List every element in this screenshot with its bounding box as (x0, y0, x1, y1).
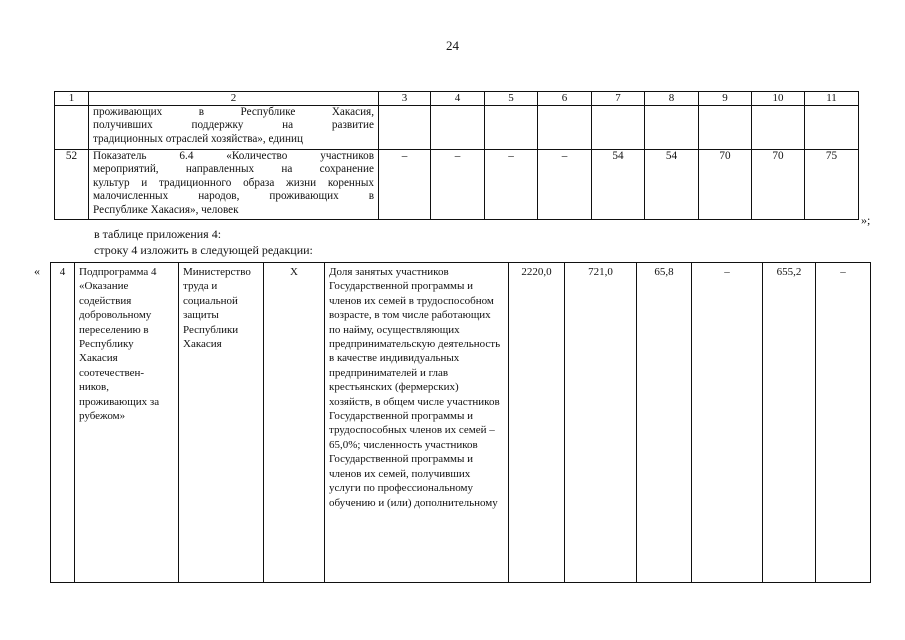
text-line: мероприятий, направленных на сохранение (93, 163, 374, 176)
indicator-description (89, 106, 379, 150)
col-header: 9 (699, 92, 752, 106)
value-cell: 54 (592, 150, 645, 220)
value-cell: 655,2 (763, 263, 816, 583)
row-number: 52 (55, 150, 89, 220)
indicator-text: Доля занятых участников Государственной программы и членов их семей в трудоспособном возрасте, в том числе работающих по найму, осуществляющих предпринимательскую деятельность в качестве индивидуальных предпринимателей и глав крестьянских (фермерских) хозяйств, в общем числе участников Государственной программы и трудоспособных членов их семей – 65,0%; численность участников Государственной программы и членов их семей, получивших услуги по профессиональному обучению и (или) дополнительному (325, 263, 509, 583)
col-header: 6 (538, 92, 592, 106)
text-line: Показатель 6.4 «Количество участников (93, 150, 374, 162)
value-cell: 65,8 (637, 263, 692, 583)
col-header: 4 (431, 92, 485, 106)
value-cell: – (431, 150, 485, 220)
ministry-name: Министерство труда и социальной защиты Республики Хакасия (179, 263, 264, 583)
instruction-line: в таблице приложения 4: (94, 227, 222, 241)
header-row (55, 92, 859, 106)
value-cell: 75 (805, 150, 859, 220)
value-cell: – (538, 150, 592, 220)
row-number-cell (55, 106, 89, 150)
x-mark: Х (264, 263, 325, 583)
value-cell: – (692, 263, 763, 583)
col-header: 5 (485, 92, 538, 106)
opening-quote: « (34, 264, 40, 278)
value-cell: – (816, 263, 871, 583)
indicator-description (89, 150, 379, 220)
program-name: Подпрограмма 4 «Оказание содействия добровольному переселению в Республику Хакасия соотечествен-ников, проживающих за рубежом» (75, 263, 179, 583)
text-line: культур и традиционного образа жизни коренных (93, 176, 374, 189)
text-line: Республике Хакасия», человек (93, 203, 239, 216)
value-cell: – (485, 150, 538, 220)
col-header: 2 (89, 92, 379, 106)
value-cell: – (379, 150, 431, 220)
col-header: 3 (379, 92, 431, 106)
subprogram-row (51, 263, 871, 583)
text-line: малочисленных народов, проживающих в (93, 190, 374, 203)
page-number: 24 (446, 38, 459, 53)
subprogram-table (50, 262, 871, 583)
col-header: 7 (592, 92, 645, 106)
text-line: проживающих в Республике Хакасия, (93, 106, 374, 118)
value-cell: 2220,0 (509, 263, 565, 583)
indicators-table (54, 91, 859, 220)
closing-quote: »; (861, 213, 871, 227)
instruction-line: строку 4 изложить в следующей редакции: (94, 243, 313, 257)
col-header: 10 (752, 92, 805, 106)
text-line: традиционных отраслей хозяйства», единиц (93, 132, 303, 145)
text-line: получивших поддержку на развитие (93, 119, 374, 132)
col-header: 8 (645, 92, 699, 106)
col-header: 11 (805, 92, 859, 106)
value-cell: 721,0 (565, 263, 637, 583)
table-row-52 (55, 150, 859, 220)
value-cell: 70 (752, 150, 805, 220)
row-number: 4 (51, 263, 75, 583)
table-row-continued (55, 106, 859, 150)
value-cell: 54 (645, 150, 699, 220)
value-cell: 70 (699, 150, 752, 220)
col-header: 1 (55, 92, 89, 106)
